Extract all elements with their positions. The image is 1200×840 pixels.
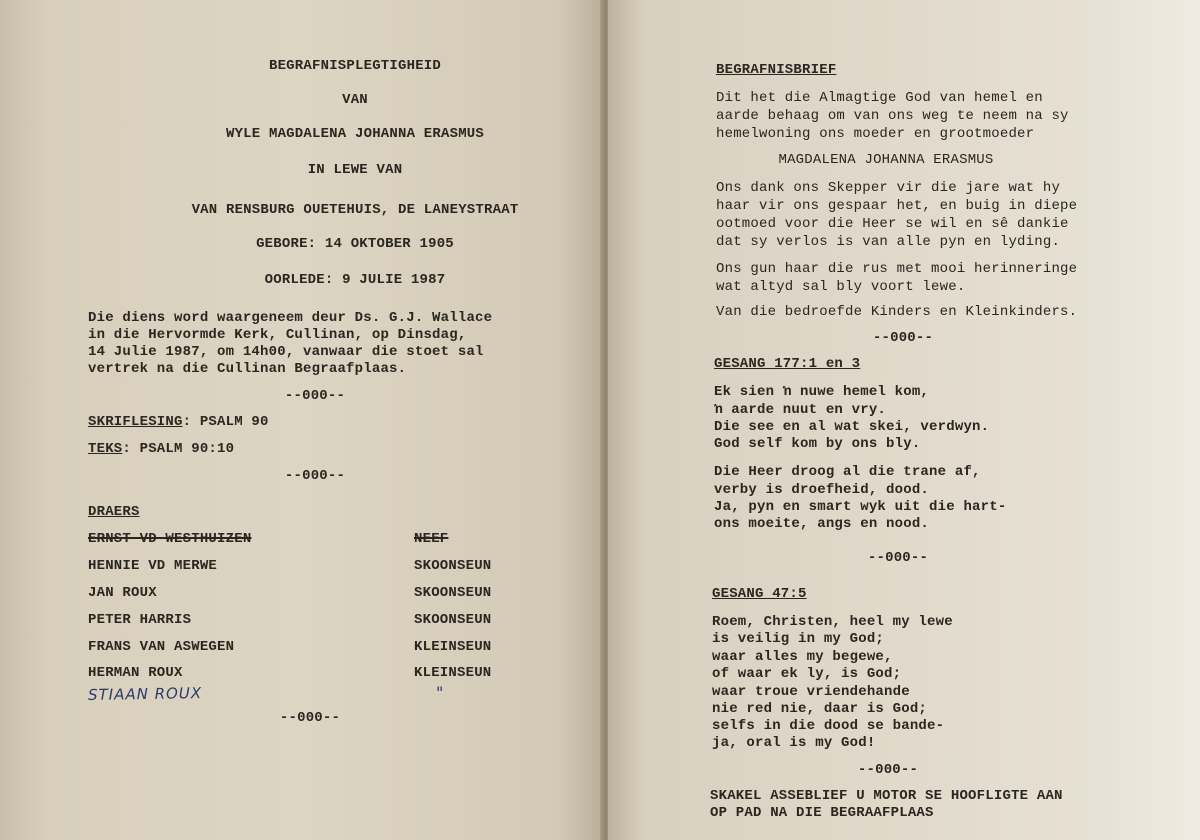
brief-p2-line: ootmoed voor die Heer se wil en sê dankie [716, 216, 1069, 232]
separator: --000-- [872, 330, 934, 346]
gesang2-verse-line: is veilig in my God; [712, 631, 885, 647]
brief-intro-line: Dit het die Almagtige God van hemel en [716, 90, 1043, 106]
brief-intro-line: hemelwoning ons moeder en grootmoeder [716, 126, 1035, 142]
brief-p2-line: Ons dank ons Skepper vir die jare wat hy [716, 180, 1061, 196]
gesang2-verse-line: ja, oral is my God! [712, 735, 876, 751]
handwritten-name: STIAAN ROUX [87, 684, 203, 704]
gesang1-verse2-line: Ja, pyn en smart wyk uit die hart- [714, 499, 1007, 515]
draer-relation: SKOONSEUN [414, 585, 492, 601]
draer-name: HERMAN ROUX [88, 665, 183, 681]
draer-name: FRANS VAN ASWEGEN [88, 639, 235, 655]
gesang2-verse-line: selfs in die dood se bande- [712, 718, 945, 734]
header-van: VAN [342, 92, 368, 108]
gesang2-verse-line: waar troue vriendehande [712, 684, 910, 700]
brief-from: Van die bedroefde Kinders en Kleinkinders. [716, 304, 1078, 320]
teks-label: TEKS [88, 441, 123, 457]
brief-p3-line: Ons gun haar die rus met mooi herinneringe [716, 261, 1078, 277]
gesang2-verse-line: nie red nie, daar is God; [712, 701, 928, 717]
brief-p3-line: wat altyd sal bly voort lewe. [716, 279, 966, 295]
draer-relation: SKOONSEUN [414, 558, 492, 574]
service-line-3: 14 Julie 1987, om 14h00, vanwaar die stoet sal [88, 344, 484, 360]
gesang2-verse-line: of waar ek ly, is God; [712, 666, 902, 682]
draer-relation: KLEINSEUN [414, 639, 492, 655]
deceased-name: WYLE MAGDALENA JOHANNA ERASMUS [225, 126, 485, 142]
skriflesing-value: : PSALM 90 [182, 414, 269, 430]
draer-name: JAN ROUX [88, 585, 157, 601]
gesang1-verse1-line: God self kom by ons bly. [714, 436, 921, 452]
skriflesing [88, 414, 269, 431]
gesang1-verse1-line: Die see en al wat skei, verdwyn. [714, 419, 990, 435]
separator: --000-- [867, 550, 929, 566]
brief-p2-line: dat sy verlos is van alle pyn en lyding. [716, 234, 1061, 250]
service-line-4: vertrek na die Cullinan Begraafplaas. [88, 361, 407, 377]
gesang2-title: GESANG 47:5 [712, 586, 807, 602]
death-date: OORLEDE: 9 JULIE 1987 [264, 272, 446, 288]
header-title: BEGRAFNISPLEGTIGHEID [268, 58, 442, 74]
separator: --000-- [857, 762, 919, 778]
residence: VAN RENSBURG OUETEHUIS, DE LANEYSTRAAT [191, 202, 519, 218]
gesang1-verse2-line: ons moeite, angs en nood. [714, 516, 930, 532]
gesang1-verse1-line: Ek sien ŉ nuwe hemel kom, [714, 384, 930, 400]
header-in-lewe-van: IN LEWE VAN [307, 162, 403, 178]
notice-line: OP PAD NA DIE BEGRAAFPLAAS [710, 805, 934, 821]
gesang1-title: GESANG 177:1 en 3 [714, 356, 861, 372]
skriflesing-label: SKRIFLESING [88, 414, 183, 430]
right-page [608, 0, 1200, 840]
service-line-2: in die Hervormde Kerk, Cullinan, op Dinsdag, [88, 327, 467, 343]
gesang1-verse2-line: Die Heer droog al die trane af, [714, 464, 981, 480]
separator: --000-- [284, 388, 346, 404]
gesang1-verse1-line: ŉ aarde nuut en vry. [714, 402, 887, 418]
draer-relation: SKOONSEUN [414, 612, 492, 628]
separator: --000-- [284, 468, 346, 484]
brief-intro-line: aarde behaag om van ons weg te neem na sy [716, 108, 1069, 124]
draer-relation: KLEINSEUN [414, 665, 492, 681]
draer-name: HENNIE VD MERWE [88, 558, 218, 574]
birth-date: GEBORE: 14 OKTOBER 1905 [256, 236, 454, 252]
brief-p2-line: haar vir ons gespaar het, en buig in diepe [716, 198, 1078, 214]
draer-relation: NEEF [414, 531, 449, 547]
draers-title: DRAERS [88, 504, 140, 520]
notice-line: SKAKEL ASSEBLIEF U MOTOR SE HOOFLIGTE AAN [710, 788, 1063, 804]
service-line-1: Die diens word waargeneem deur Ds. G.J. Wallace [88, 310, 493, 326]
draer-name: ERNST VD WESTHUIZEN [88, 531, 252, 547]
brief-name: MAGDALENA JOHANNA ERASMUS [778, 152, 994, 168]
handwritten-ditto-mark: " [436, 683, 444, 702]
gesang1-verse2-line: verby is droefheid, dood. [714, 482, 930, 498]
separator: --000-- [279, 710, 341, 726]
teks-value: : PSALM 90:10 [122, 441, 235, 457]
teks [88, 441, 234, 458]
draer-name: PETER HARRIS [88, 612, 192, 628]
brief-title: BEGRAFNISBRIEF [716, 62, 837, 78]
gesang2-verse-line: waar alles my begewe, [712, 649, 893, 665]
gesang2-verse-line: Roem, Christen, heel my lewe [712, 614, 953, 630]
